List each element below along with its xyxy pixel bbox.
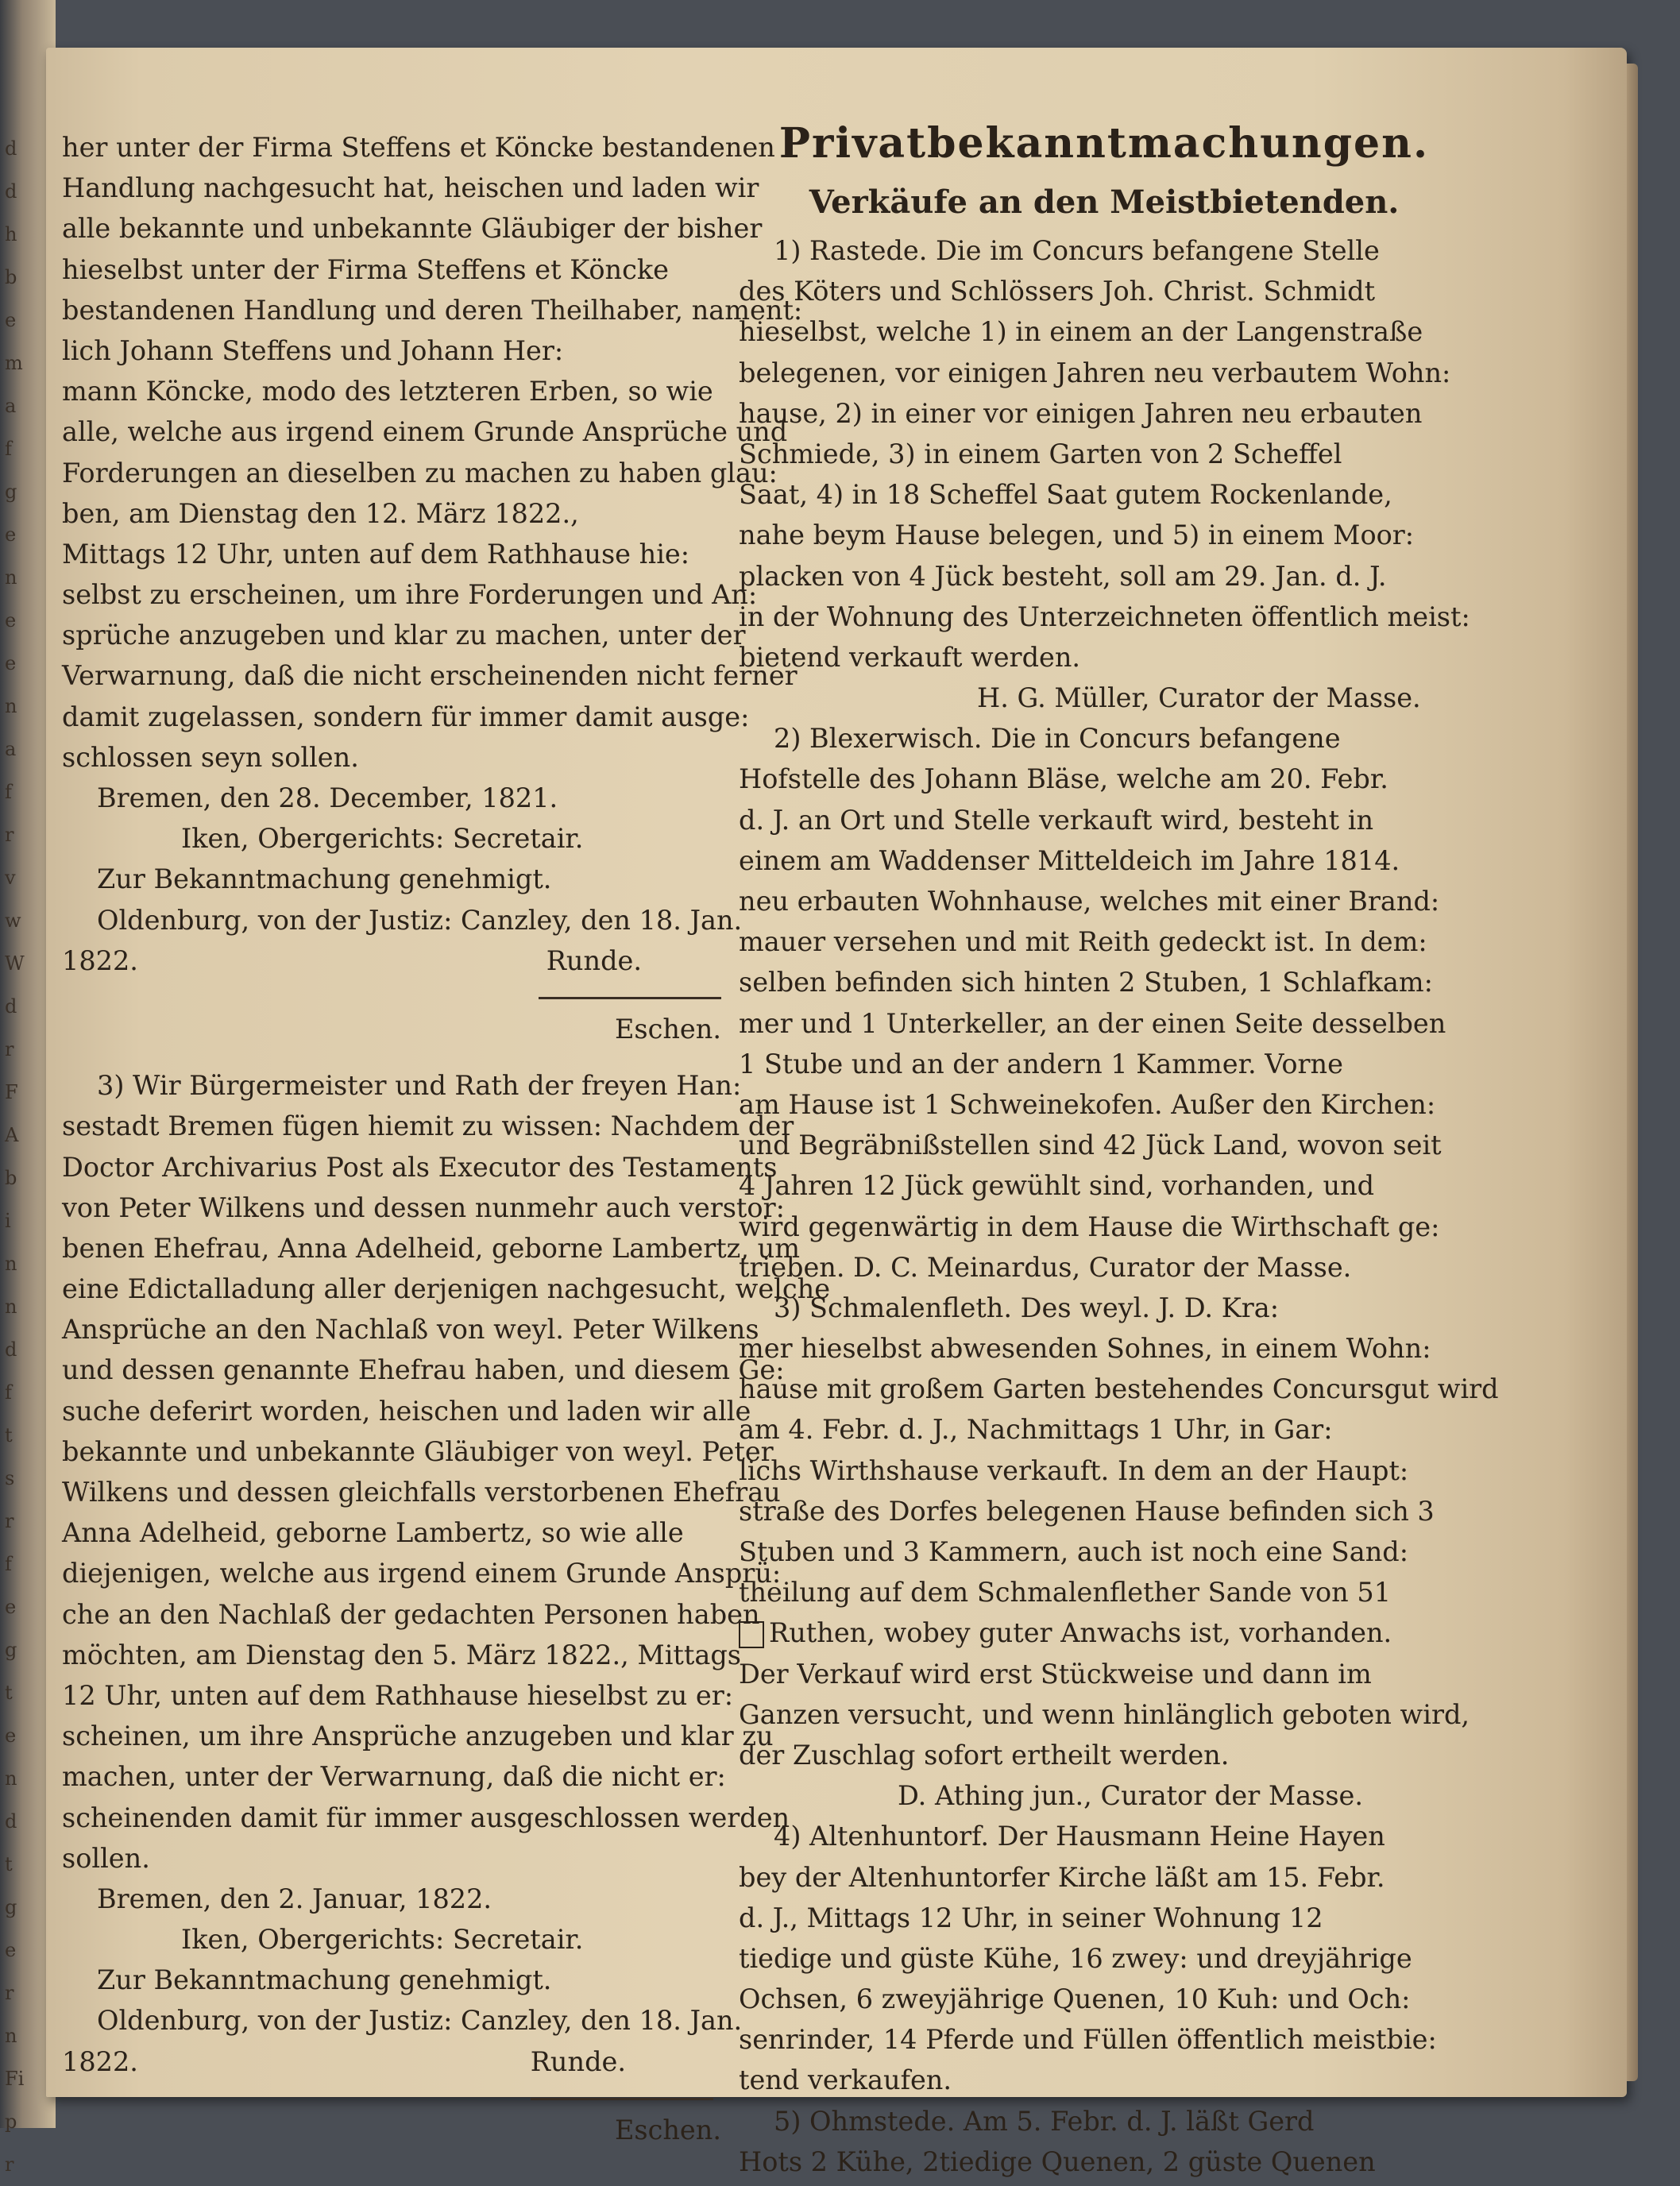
text-line: ben, am Dienstag den 12. März 1822., [62, 497, 579, 529]
gutter-fragment: w [5, 910, 21, 932]
text-line: machen, unter der Verwarnung, daß die nicht er: [62, 1761, 726, 1793]
ad-blexerwisch [739, 718, 1470, 1288]
place-date: Bremen, den 2. Januar, 1822. [97, 1883, 492, 1914]
gutter-fragment: n [5, 1296, 17, 1318]
text-line: des Köters und Schlössers Joh. Christ. Schmidt [739, 276, 1376, 307]
text-line: neu erbauten Wohnhause, welches mit einer Brand: [739, 886, 1440, 917]
left-column [62, 127, 831, 2150]
text-line: senrinder, 14 Pferde und Füllen öffentlich meistbie: [739, 2024, 1437, 2056]
gutter-fragment: d [5, 137, 17, 160]
gutter-fragment: e [5, 609, 17, 631]
gutter-fragment: v [5, 867, 16, 889]
curator-sign: H. G. Müller, Curator der Masse. [977, 682, 1421, 714]
gutter-fragment: f [5, 1381, 12, 1404]
text-line: Stuben und 3 Kammern, auch ist noch eine Sand: [739, 1536, 1409, 1567]
text-line: mauer versehen und mit Reith gedeckt ist. In dem: [739, 926, 1427, 958]
ad-schmalenfleth [739, 1288, 1499, 1816]
signature: Iken, Obergerichts: Secretair. [181, 823, 584, 855]
gutter-fragment: r [5, 1982, 14, 2004]
page-edge [1627, 64, 1638, 2081]
text-line: 3) Schmalenfleth. Des weyl. J. D. Kra: [774, 1292, 1280, 1323]
newspaper-page [46, 48, 1627, 2177]
text-line: Ochsen, 6 zweyjährige Quenen, 10 Kuh: und Och: [739, 1983, 1411, 2015]
gutter-fragment: n [5, 2025, 17, 2047]
gutter-fragment: Fi [5, 2068, 25, 2090]
text-line: scheinen, um ihre Ansprüche anzugeben und klar zu [62, 1721, 774, 1752]
text-line: 5) Ohmstede. Am 5. Febr. d. J. läßt Gerd [774, 2105, 1315, 2137]
text-line: alle, welche aus irgend einem Grunde Ansprüche und [62, 416, 788, 448]
divider-rule [531, 2098, 713, 2100]
gutter-fragment: g [5, 1896, 17, 1918]
gutter-fragment: n [5, 695, 17, 717]
text-line: hause mit großem Garten bestehendes Concursgut wird [739, 1373, 1499, 1405]
approval-year-name [62, 2041, 753, 2082]
gutter-fragment: W [5, 952, 25, 975]
text-line: Hofstelle des Johann Bläse, welche am 20. Febr. [739, 763, 1388, 795]
ad-altenhuntorf [739, 1816, 1470, 2100]
notice-wilkens [62, 1065, 831, 2150]
text-line: suche deferirt worden, heischen und laden wir alle [62, 1395, 751, 1427]
gutter-text [5, 127, 51, 2186]
text-line: straße des Dorfes belegenen Hause befinden sich 3 [739, 1495, 1435, 1527]
gutter-fragment: n [5, 566, 17, 589]
text-line: che an den Nachlaß der gedachten Personen haben [62, 1598, 760, 1630]
text-line: Saat, 4) in 18 Scheffel Saat gutem Rockenlande, [739, 479, 1392, 511]
gutter-fragment: d [5, 1338, 17, 1361]
text-line: eine Edictalladung aller derjenigen nachgesucht, welche [62, 1273, 831, 1305]
text-line: diejenigen, welche aus irgend einem Grunde Ansprü: [62, 1558, 782, 1589]
gutter-fragment: a [5, 395, 17, 417]
text-line: 12 Uhr, unten auf dem Rathhause hieselbst zu er: [62, 1679, 734, 1711]
gutter-fragment: p [5, 2111, 17, 2133]
text-line: von Peter Wilkens und dessen nunmehr auch verstor: [62, 1191, 785, 1223]
approval-year-name [62, 940, 753, 981]
text-line: mann Köncke, modo des letzteren Erben, so wie [62, 376, 713, 407]
text-line: und dessen genannte Ehefrau haben, und diesem Ge: [62, 1354, 785, 1386]
text-line: 4) Altenhuntorf. Der Hausmann Heine Hayen [774, 1821, 1385, 1852]
text-line: placken von 4 Jück besteht, soll am 29. Jan. d. J. [739, 560, 1387, 592]
gutter-fragment: s [5, 1467, 15, 1489]
gutter-fragment: m [5, 352, 23, 374]
gutter-fragment: F [5, 1081, 18, 1103]
gutter-fragment: t [5, 1682, 13, 1704]
gutter-fragment: a [5, 738, 17, 760]
text-line: Anna Adelheid, geborne Lambertz, so wie alle [62, 1517, 684, 1549]
ad-ohmstede [739, 2101, 1470, 2182]
text-line: sestadt Bremen fügen hiemit zu wissen: Nachdem der [62, 1110, 794, 1142]
text-line: Handlung nachgesucht hat, heischen und laden wir [62, 172, 759, 204]
text-line: Ansprüche an den Nachlaß von weyl. Peter Wilkens [62, 1314, 759, 1346]
text-line: in der Wohnung des Unterzeichneten öffentlich meist: [739, 601, 1470, 632]
text-line: 4 Jahren 12 Jück gewühlt sind, vorhanden, und [739, 1170, 1375, 1202]
text-line: lich Johann Steffens und Johann Her: [62, 334, 564, 366]
gutter-fragment: f [5, 1553, 12, 1575]
text-line: Mittags 12 Uhr, unten auf dem Rathhause hie: [62, 538, 690, 570]
text-line: her unter der Firma Steffens et Köncke bestandenen [62, 132, 775, 163]
text-line: 3) Wir Bürgermeister und Rath der freyen Han: [97, 1070, 742, 1102]
gutter-fragment: h [5, 223, 17, 245]
text-line: wird gegenwärtig in dem Hause die Wirthschaft ge: [739, 1211, 1440, 1242]
text-line: schlossen seyn sollen. [62, 741, 359, 773]
gutter-fragment: f [5, 438, 12, 460]
text-line: Verwarnung, daß die nicht erscheinenden nicht ferner [62, 660, 798, 692]
curator-sign: D. Athing jun., Curator der Masse. [898, 1780, 1364, 1812]
text-line: Hots 2 Kühe, 2tiedige Quenen, 2 güste Quenen [739, 2145, 1376, 2177]
gutter-fragment: d [5, 1810, 17, 1833]
text-line: bietend verkauft werden. [739, 641, 1081, 673]
text-line: sollen. [62, 1842, 150, 1874]
text-line: scheinenden damit für immer ausgeschlossen werden [62, 1802, 790, 1833]
text-line: theilung auf dem Schmalenflether Sande von 51 [739, 1577, 1392, 1609]
text-line: bey der Altenhuntorfer Kirche läßt am 15. Febr. [739, 1861, 1385, 1893]
year: 1822. [62, 2045, 138, 2077]
gutter-fragment: g [5, 1639, 17, 1661]
gutter-fragment: b [5, 1167, 17, 1189]
gutter-fragment: i [5, 1210, 11, 1232]
text-line: Ganzen versucht, und wenn hinlänglich geboten wird, [739, 1698, 1470, 1730]
text-line: bekannte und unbekannte Gläubiger von weyl. Peter [62, 1435, 774, 1467]
name: Runde. [530, 2045, 626, 2077]
approval-place: Oldenburg, von der Justiz: Canzley, den 18. Jan. [97, 2005, 743, 2037]
section-subheading: Verkäufe an den Meistbietenden. [809, 183, 1400, 221]
text-line: hause, 2) in einer vor einigen Jahren neu erbauten [739, 397, 1423, 429]
text-line: selbst zu erscheinen, um ihre Forderungen und An: [62, 579, 758, 611]
gutter-fragment: b [5, 266, 17, 288]
text-line: Doctor Archivarius Post als Executor des Testaments [62, 1151, 778, 1183]
gutter-fragment: d [5, 180, 17, 203]
gutter-fragment: t [5, 1853, 13, 1875]
text-line: tend verkaufen. [739, 2064, 952, 2096]
notice-steffens-koencke [62, 127, 803, 1049]
text-line: und Begräbnißstellen sind 42 Jück Land, wovon seit [739, 1130, 1442, 1161]
place-date: Bremen, den 28. December, 1821. [97, 782, 558, 813]
box-line-text: Ruthen, wobey guter Anwachs ist, vorhanden. [769, 1617, 1392, 1649]
eschen-sign: Eschen. [614, 2114, 721, 2145]
gutter-fragment: r [5, 1510, 14, 1532]
text-line: hieselbst unter der Firma Steffens et Köncke [62, 253, 669, 285]
text-line: einem am Waddenser Mitteldeich im Jahre 1814. [739, 844, 1400, 876]
ad-rastede [739, 230, 1470, 718]
text-line: Forderungen an dieselben zu machen zu haben glau: [62, 457, 778, 489]
gutter-fragment: f [5, 781, 12, 803]
signature: Iken, Obergerichts: Secretair. [181, 1924, 584, 1956]
text-line: d. J. an Ort und Stelle verkauft wird, besteht in [739, 804, 1374, 836]
approval: Zur Bekanntmachung genehmigt. [97, 863, 552, 895]
text-line: selben befinden sich hinten 2 Stuben, 1 Schlafkam: [739, 967, 1433, 998]
text-line: alle bekannte und unbekannte Gläubiger der bisher [62, 213, 763, 245]
text-line: tiedige und güste Kühe, 16 zwey: und dreyjährige [739, 1942, 1412, 1974]
text-line: bestandenen Handlung und deren Theilhaber, nament: [62, 294, 803, 326]
gutter-fragment: e [5, 523, 17, 546]
text-line: benen Ehefrau, Anna Adelheid, geborne Lambertz, um [62, 1232, 800, 1264]
approval-place: Oldenburg, von der Justiz: Canzley, den 18. Jan. [97, 904, 743, 936]
text-line: sprüche anzugeben und klar zu machen, unter der [62, 620, 746, 651]
gutter-fragment: e [5, 309, 17, 331]
text-line: am 4. Febr. d. J., Nachmittags 1 Uhr, in Gar: [739, 1414, 1333, 1446]
text-line: nahe beym Hause belegen, und 5) in einem Moor: [739, 519, 1415, 551]
section-heading: Privatbekanntmachungen. [778, 119, 1430, 168]
text-line: Der Verkauf wird erst Stückweise und dann im [739, 1658, 1372, 1690]
text-line: 1) Rastede. Die im Concurs befangene Stelle [774, 235, 1380, 266]
gutter-fragment: r [5, 1038, 14, 1060]
divider-rule [539, 997, 721, 999]
gutter-fragment: n [5, 1767, 17, 1790]
eschen-sign: Eschen. [614, 1013, 721, 1045]
gutter-fragment: d [5, 995, 17, 1018]
text-line: hieselbst, welche 1) in einem an der Langenstraße [739, 316, 1423, 348]
gutter-fragment: r [5, 2153, 14, 2176]
text-line: damit zugelassen, sondern für immer damit ausge: [62, 701, 750, 732]
text-line: mer und 1 Unterkeller, an der einen Seite desselben [739, 1007, 1446, 1039]
gutter-fragment: t [5, 1424, 13, 1446]
text-line: Wilkens und dessen gleichfalls verstorbenen Ehefrau [62, 1477, 781, 1508]
box-line [739, 1612, 1470, 1653]
gutter-fragment: n [5, 1253, 17, 1275]
text-line: der Zuschlag sofort ertheilt werden. [739, 1739, 1230, 1771]
gutter-fragment: A [5, 1124, 19, 1146]
text-line: 2) Blexerwisch. Die in Concurs befangene [774, 723, 1341, 755]
gutter-fragment: g [5, 481, 17, 503]
right-column [739, 116, 1499, 2182]
square-mark-icon [739, 1621, 764, 1648]
gutter-fragment: e [5, 652, 17, 674]
year: 1822. [62, 944, 138, 976]
text-line: möchten, am Dienstag den 5. März 1822., Mittags [62, 1639, 741, 1670]
text-line: belegenen, vor einigen Jahren neu verbautem Wohn: [739, 357, 1451, 388]
text-line: mer hieselbst abwesenden Sohnes, in einem Wohn: [739, 1333, 1431, 1365]
text-line: d. J., Mittags 12 Uhr, in seiner Wohnung 12 [739, 1902, 1323, 1933]
gutter-fragment: e [5, 1939, 17, 1961]
text-line: lichs Wirthshause verkauft. In dem an der Haupt: [739, 1454, 1409, 1486]
text-line: trieben. D. C. Meinardus, Curator der Masse. [739, 1251, 1352, 1283]
approval: Zur Bekanntmachung genehmigt. [97, 1964, 552, 1996]
text-line: 1 Stube und an der andern 1 Kammer. Vorne [739, 1048, 1343, 1079]
gutter-fragment: e [5, 1596, 17, 1618]
name: Runde. [546, 944, 642, 976]
text-line: am Hause ist 1 Schweinekofen. Außer den Kirchen: [739, 1088, 1436, 1120]
gutter-fragment: e [5, 1724, 17, 1747]
gutter-fragment: r [5, 824, 14, 846]
text-line: Schmiede, 3) in einem Garten von 2 Scheffel [739, 438, 1342, 469]
